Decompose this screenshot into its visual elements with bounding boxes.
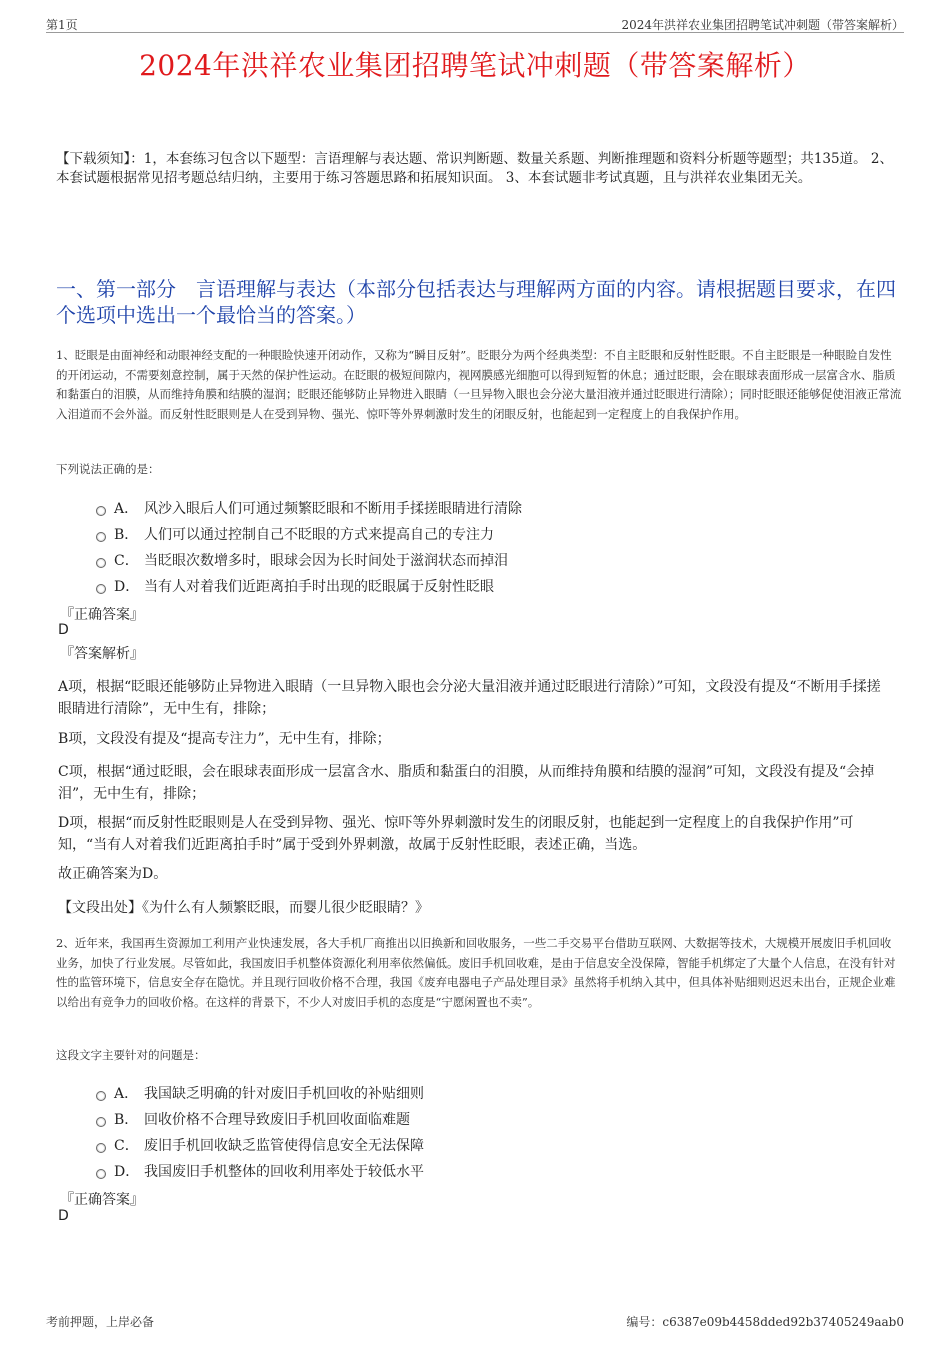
option-text: 回收价格不合理导致废旧手机回收面临难题 (144, 1112, 410, 1128)
option-letter: D． (114, 1164, 140, 1180)
q1-option-c[interactable] (96, 550, 508, 570)
q1-passage: 1、眨眼是由面神经和动眼神经支配的一种眼睑快速开闭动作，又称为“瞬目反射”。眨眼分为两个经典类型：不自主眨眼和反射性眨眼。不自主眨眼是一种眼睑自发性的开闭运动，不需要刻意控制，属于天然的保护性运动。在眨眼的极短间隙内，视网膜感光细胞可以得到短暂的休息；通过眨眼，会在眼球表面形成一层富含水、脂质和黏蛋白的泪膜，从而维持角膜和结膜的湿润；眨眼还能够防止异物进入眼睛（一旦异物入眼也会分泌大量泪液并通过眨眼进行清除）；同时眨眼还能够促使泪液正常流入泪道而不会外溢。而反射性眨眼则是人在受到异物、强光、惊吓等外界刺激时发生的闭眼反射，也能起到一定程度上的自我保护作用。 (56, 348, 902, 421)
q2-option-c[interactable] (96, 1135, 424, 1155)
option-text: 当有人对着我们近距离拍手时出现的眨眼属于反射性眨眼 (144, 579, 494, 595)
option-text: 我国缺乏明确的针对废旧手机回收的补贴细则 (144, 1086, 424, 1102)
radio-icon[interactable] (96, 584, 106, 594)
option-text: 废旧手机回收缺乏监管使得信息安全无法保障 (144, 1138, 424, 1154)
q1-answer-label: 『正确答案』 (60, 607, 144, 623)
radio-icon[interactable] (96, 532, 106, 542)
q1-analysis-a: A项，根据“眨眼还能够防止异物进入眼睛（一旦异物入眼也会分泌大量泪液并通过眨眼进行清除）”可知，文段没有提及“不断用手揉搓眼睛进行清除”，无中生有，排除； (58, 679, 881, 717)
page-title: 2024年洪祥农业集团招聘笔试冲刺题（带答案解析） (139, 49, 811, 82)
q1-analysis-d: D项，根据“而反射性眨眼则是人在受到异物、强光、惊吓等外界刺激时发生的闭眼反射，也能起到一定程度上的自我保护作用”可知，“当有人对着我们近距离拍手时”属于受到外界刺激，故属于反射性眨眼，表述正确，当选。 (58, 815, 854, 853)
q1-option-d[interactable] (96, 576, 494, 596)
page-number: 第1页 (46, 18, 78, 32)
q1-source: 【文段出处】《为什么有人频繁眨眼，而婴儿很少眨眼睛？》 (58, 900, 429, 916)
download-notice: 【下载须知】：1，本套练习包含以下题型：言语理解与表达题、常识判断题、数量关系题、判断推理题和资料分析题等题型；共135道。 2、本套试题根据常见招考题总结归纳，主要用于练习答题思路和拓展知识面。 3、本套试题非考试真题，且与洪祥农业集团无关。 (56, 151, 893, 186)
option-text: 风沙入眼后人们可通过频繁眨眼和不断用手揉搓眼睛进行清除 (144, 501, 522, 517)
q1-conclusion: 故正确答案为D。 (58, 866, 168, 882)
q1-answer: D (58, 622, 69, 638)
q1-option-b[interactable] (96, 524, 494, 544)
q1-analysis-b: B项，文段没有提及“提高专注力”，无中生有，排除； (58, 731, 391, 747)
page-header (46, 14, 904, 33)
q1-option-a[interactable] (96, 498, 522, 518)
option-letter: D． (114, 579, 140, 595)
radio-icon[interactable] (96, 558, 106, 568)
option-letter: B． (114, 527, 139, 543)
footer-slogan: 考前押题，上岸必备 (46, 1315, 155, 1329)
radio-icon[interactable] (96, 506, 106, 516)
option-letter: B． (114, 1112, 139, 1128)
q2-answer-label: 『正确答案』 (60, 1192, 144, 1208)
radio-icon[interactable] (96, 1143, 106, 1153)
q2-answer: D (58, 1208, 69, 1224)
q2-option-b[interactable] (96, 1109, 410, 1129)
q2-passage: 2、近年来，我国再生资源加工利用产业快速发展，各大手机厂商推出以旧换新和回收服务，一些二手交易平台借助互联网、大数据等技术，大规模开展废旧手机回收业务，加快了行业发展。尽管如此，我国废旧手机整体资源化利用率依然偏低。废旧手机回收难，是由于信息安全没保障，智能手机绑定了大量个人信息，在没有针对性的监管环境下，信息安全存在隐忧。并且现行回收价格不合理，我国《废弃电器电子产品处理目录》虽然将手机纳入其中，但具体补贴细则迟迟未出台，正规企业难以给出有竞争力的回收价格。在这样的背景下，不少人对废旧手机的态度是“宁愿闲置也不卖”。 (56, 936, 896, 1009)
q2-prompt: 这段文字主要针对的问题是： (56, 1048, 206, 1062)
option-letter: A． (114, 501, 139, 517)
q1-analysis-label: 『答案解析』 (60, 646, 144, 662)
option-text: 我国废旧手机整体的回收利用率处于较低水平 (144, 1164, 424, 1180)
header-doc-title: 2024年洪祥农业集团招聘笔试冲刺题（带答案解析） (621, 18, 904, 32)
q1-prompt: 下列说法正确的是： (56, 462, 160, 476)
option-letter: C． (114, 553, 139, 569)
section-title: 一、第一部分 言语理解与表达（本部分包括表达与理解两方面的内容。请根据题目要求，在四个选项中选出一个最恰当的答案。） (56, 277, 896, 327)
footer-serial: 编号：c6387e09b4458dded92b37405249aab0 (626, 1315, 904, 1329)
option-text: 人们可以通过控制自己不眨眼的方式来提高自己的专注力 (144, 527, 494, 543)
radio-icon[interactable] (96, 1117, 106, 1127)
radio-icon[interactable] (96, 1169, 106, 1179)
option-text: 当眨眼次数增多时，眼球会因为长时间处于滋润状态而掉泪 (144, 553, 508, 569)
option-letter: A． (114, 1086, 139, 1102)
radio-icon[interactable] (96, 1091, 106, 1101)
option-letter: C． (114, 1138, 139, 1154)
q2-option-a[interactable] (96, 1083, 424, 1103)
q2-option-d[interactable] (96, 1161, 424, 1181)
q1-analysis-c: C项，根据“通过眨眼，会在眼球表面形成一层富含水、脂质和黏蛋白的泪膜，从而维持角膜和结膜的湿润”可知，文段没有提及“会掉泪”，无中生有，排除； (58, 764, 875, 802)
